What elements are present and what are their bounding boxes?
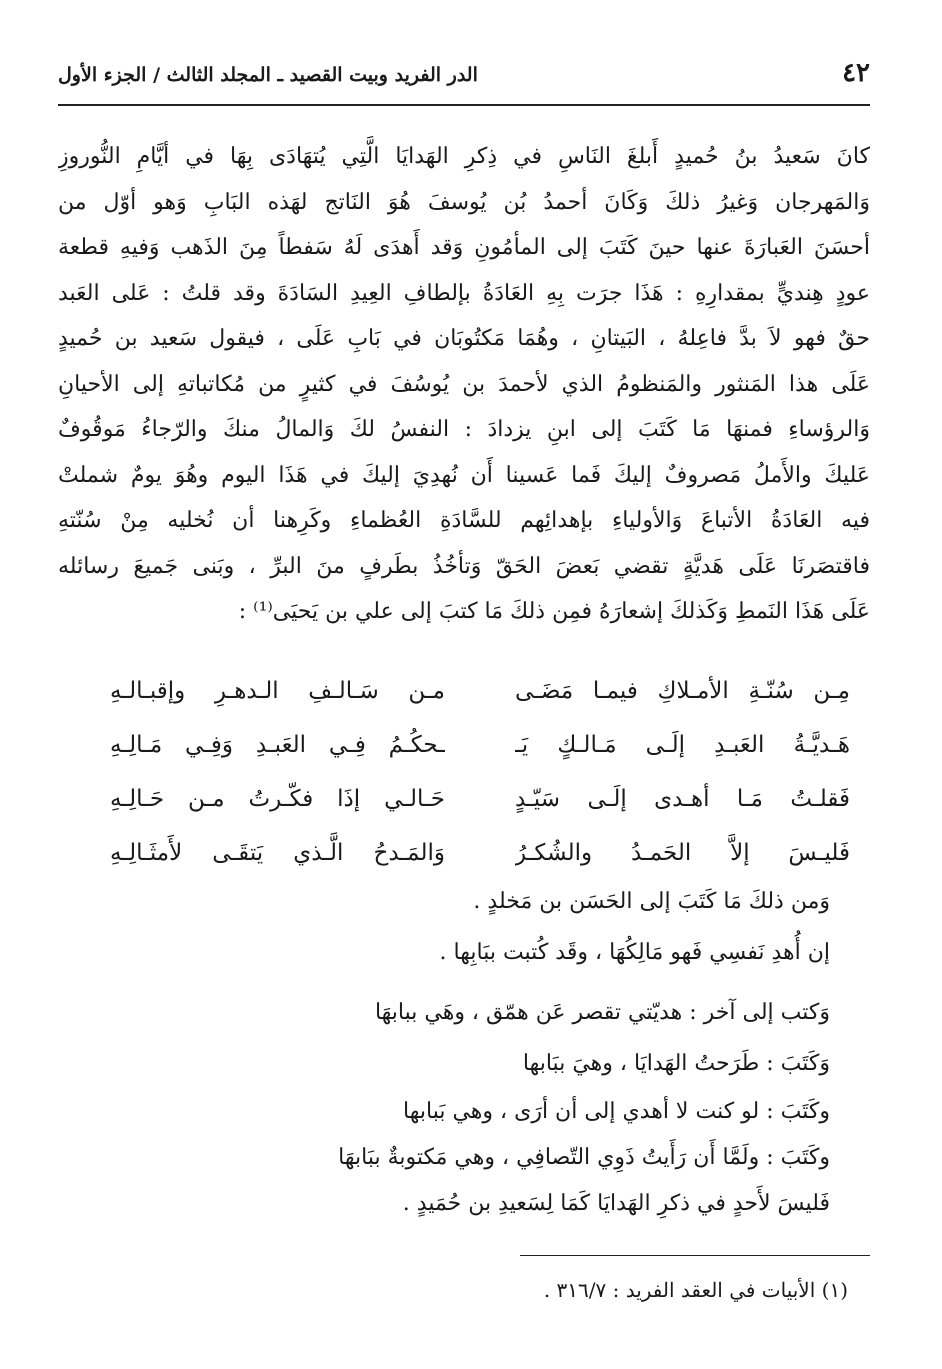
page-header [58, 58, 870, 98]
page-number: ٤٢ [842, 58, 870, 88]
prose-line: حقٌ فهو لاَ بدَّ فاعِلهُ ، البَيتانِ ، وهُمَا مَكتُوبَان في بَابِ عَلَى ، فيقول سَعيد بن حُميدٍ [58, 326, 870, 351]
prose-line: أحسَنَ العَبارَةَ عنها حينَ كَتَبَ إلى المأمُونِ وَقد أَهدَى لَهُ سَفطاً مِنَ الذَهب وَفيهِ قطعة [58, 235, 870, 260]
hemistich-second: وَالمَـدحُ الَّـذي يَتقَـى لأَمثَـالِـهِ [110, 840, 445, 866]
header-rule [58, 104, 870, 106]
tail-line: وَكَتَبَ : طَرَحتُ الهَدايَا ، وهيَ ببَابها [522, 1051, 830, 1076]
verse [110, 772, 850, 826]
tail-line: إن أُهدِ نَفسِي فَهو مَالِكُهَا ، وقَد كُتبت ببَابِها . [439, 940, 830, 965]
hemistich-second: ـحكُـمُ فِـي العَبـدِ وَفِـي مَـالِـهِ [110, 732, 445, 758]
verse [110, 718, 850, 772]
verse [110, 826, 850, 880]
prose-line: وَالمَهرجان وَغيرُ ذلكَ وَكَانَ أحمدُ بُن يُوسفَ هُوَ النَاتج لهَذه البَابِ وَهو أوّل من [58, 189, 870, 215]
tail-line: وكَتَبَ : ولَمَّا أَن رَأَيتُ ذَوِي التّصافِي ، وهي مَكتوبةٌ ببَابهَا [338, 1145, 830, 1170]
tail-line: وَكتب إلى آخر : هديّتي تقصر عَن همّق ، وهَي ببابهَا [374, 1000, 830, 1025]
tail-line: وكَتَبَ : لو كنت لا أهدي إلى أن أرَى ، وهي بَبابها [403, 1099, 830, 1124]
hemistich-second: حَـالـي إذَا فكّـرتُ مـن حَـالِـهِ [110, 786, 445, 812]
prose-line: عَلَى هذا المَنثور والمَنظومُ الذي لأحمدَ بن يُوسُفَ في كثيرٍ من مُكاتباتهِ إلى الأحيانِ [58, 371, 870, 397]
tail-text [58, 880, 870, 1228]
hemistich-first: فَليـسَ إلاَّ الحَمـدُ والشُكـرُ [515, 840, 850, 866]
footnote: (١) الأبيات في العقد الفريد : ٣١٦/٧ . [543, 1278, 848, 1302]
prose-line: عودٍ هِنديٍّ بمقدارِهِ : هَذَا جرَت بِهِ العَادَةُ بإلطافِ العِيدِ السَادَةَ وقد قلتُ : عَلى العَبد [58, 280, 870, 306]
hemistich-first: هَـديَّـةُ العَبـدِ إلَـى مَـالـكٍ يَـ [515, 732, 850, 758]
prose-line: عَلَى هَذَا النَمطِ وَكَذلكَ إشعارَهُ فمِن ذلكَ مَا كتبَ إلى علي بن يَحيَى⁽¹⁾ : [238, 599, 870, 624]
prose-line: فاقتصَرنَا عَلَى هَديَّةٍ تقضي بَعضَ الحَقّ وَتأخُذُ بطَرفٍ منَ البرِّ ، وبَنى جَميعَ رسائله [58, 553, 870, 579]
tail-line: وَمن ذلكَ مَا كَتَبَ إلى الحَسَن بن مَخلدٍ . [473, 889, 830, 914]
hemistich-second: مـن سَـالـفِ الـدهـرِ وإقبـالـهِ [110, 678, 445, 704]
hemistich-first: فَقلـتُ مَـا أهـدى إلَـى سَيّـدٍ [515, 786, 850, 812]
prose-line: وَالرؤساءِ فمنهَا مَا كَتَبَ إلى ابنِ يزدادَ : النفسُ لكَ وَالمالُ منكَ والرّجاءُ مَوقُوفٌ [58, 417, 870, 442]
prose-line: عَليكَ والأَملُ مَصروفٌ إليكَ فَما عَسينا أَن نُهدِيَ إليكَ في هَذَا اليوم وهُوَ يومٌ شملتْ [58, 462, 870, 488]
poem [110, 664, 850, 880]
hemistich-first: مِـن سُنّـةِ الأمـلاكِ فيمـا مَضَـى [515, 678, 850, 704]
running-title: الدر الفريد وبيت القصيد ـ المجلد الثالث / الجزء الأول [58, 64, 478, 86]
prose-line: كانَ سَعيدُ بنُ حُميدٍ أَبلغَ النَاسِ في ذِكرِ الهَدايَا الَّتِي يُتهَادَى بِهَا في أيَّامِ النُّوروزِ [58, 144, 870, 169]
tail-line: فَليسَ لأَحدٍ في ذكرِ الهَدايَا كَمَا لِسَعيدِ بن حُمَيدٍ . [402, 1191, 830, 1216]
prose-line: فيه العَادَةُ الأتباعَ وَالأولياءِ بإهدائِهم للسَّادَةِ العُظماءِ وكَرِهنا أن نُخليه مِنْ سُنّتهِ [58, 508, 870, 533]
prose-body [58, 134, 870, 635]
verse [110, 664, 850, 718]
footnote-rule [520, 1255, 870, 1256]
